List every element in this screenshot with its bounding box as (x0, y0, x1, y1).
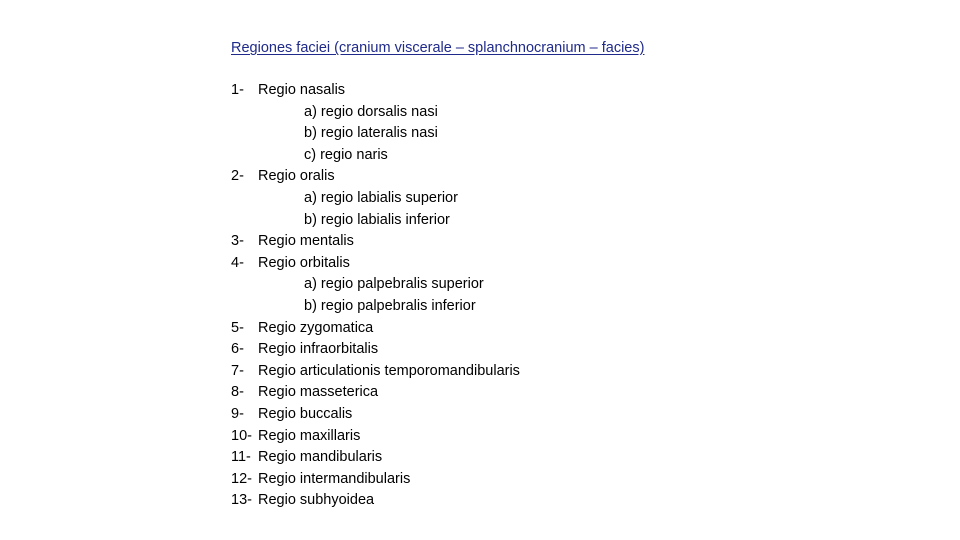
subregion-item (231, 188, 751, 210)
region-item (231, 490, 751, 512)
subregion-item (231, 102, 751, 124)
region-number: 5- (231, 319, 244, 336)
region-number: 2- (231, 168, 244, 185)
region-item (231, 469, 751, 491)
region-list (231, 80, 751, 512)
region-item (231, 318, 751, 340)
subregion-item (231, 274, 751, 296)
subregion-label: b) regio lateralis nasi (304, 125, 438, 142)
region-number: 8- (231, 384, 244, 401)
region-label: Regio articulationis temporomandibularis (258, 362, 520, 379)
region-number: 10- (231, 427, 252, 444)
region-label: Regio orbitalis (258, 254, 350, 271)
region-item (231, 166, 751, 188)
slide-title: Regiones faciei (cranium viscerale – splanchnocranium – facies) (231, 40, 645, 56)
region-number: 4- (231, 254, 244, 271)
subregion-label: b) regio palpebralis inferior (304, 297, 476, 314)
region-label: Regio zygomatica (258, 319, 374, 336)
region-label: Regio intermandibularis (258, 470, 411, 487)
region-number: 7- (231, 362, 244, 379)
subregion-item (231, 145, 751, 167)
region-item (231, 80, 751, 102)
subregion-item (231, 123, 751, 145)
subregion-label: a) regio dorsalis nasi (304, 103, 438, 120)
region-item (231, 382, 751, 404)
region-label: Regio maxillaris (258, 427, 361, 444)
region-label: Regio infraorbitalis (258, 341, 379, 358)
region-label: Regio mandibularis (258, 449, 383, 466)
region-label: Regio nasalis (258, 82, 346, 98)
region-number: 13- (231, 492, 252, 509)
region-item (231, 339, 751, 361)
subregion-label: b) regio labialis inferior (304, 211, 450, 228)
region-item (231, 253, 751, 275)
region-item (231, 404, 751, 426)
subregion-label: c) regio naris (304, 146, 388, 163)
region-label: Regio mentalis (258, 233, 354, 250)
subregion-item (231, 210, 751, 232)
region-item (231, 361, 751, 383)
region-number: 12- (231, 470, 252, 487)
region-number: 1- (231, 82, 244, 98)
region-label: Regio masseterica (258, 384, 379, 401)
subregion-label: a) regio palpebralis superior (304, 276, 484, 293)
region-number: 11- (231, 449, 251, 466)
region-label: Regio subhyoidea (258, 492, 375, 509)
region-item (231, 447, 751, 469)
region-label: Regio oralis (258, 168, 335, 185)
region-item (231, 231, 751, 253)
region-label: Regio buccalis (258, 405, 353, 422)
region-item (231, 426, 751, 448)
region-number: 3- (231, 233, 244, 250)
region-number: 9- (231, 405, 244, 422)
region-number: 6- (231, 341, 244, 358)
subregion-item (231, 296, 751, 318)
subregion-label: a) regio labialis superior (304, 189, 458, 206)
